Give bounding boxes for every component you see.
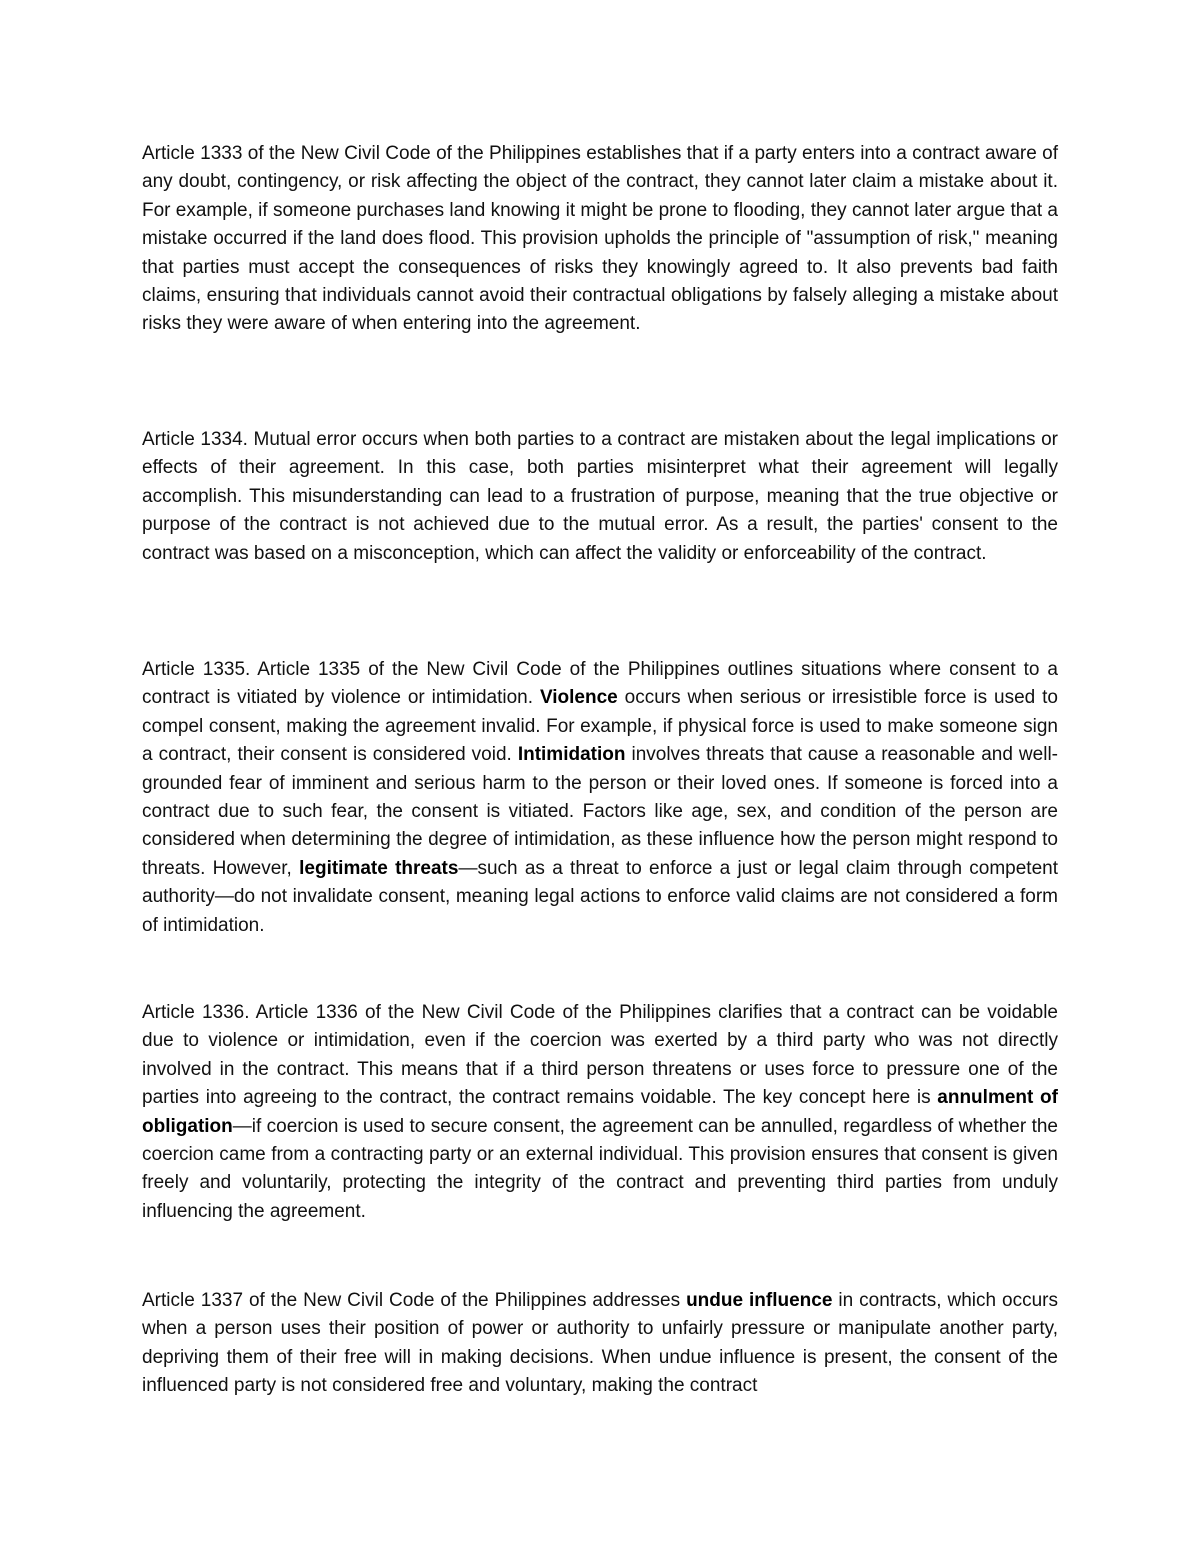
text-segment: Article 1336. Article 1336 of the New Civil Code of the Philippines clarifies that a contract can be voidable due to violence or intimidation, even if the coercion was exerted by a third party who was not directly involved in the contract. This means that if a third person threatens or uses force to pressure one of the parties into agreeing to the contract, the contract remains voidable. The key concept here is bbox=[142, 1002, 1058, 1109]
bold-term-violence: Violence bbox=[539, 687, 618, 709]
bold-term-intimidation: Intimidation bbox=[517, 744, 626, 766]
bold-term-legitimate-threats: legitimate threats bbox=[299, 857, 459, 879]
article-1333-paragraph bbox=[142, 140, 1058, 339]
text-segment: in contracts, which occurs when a person uses their position of power or authority to unfairly pressure or manipulate another party, depriving them of their free will in making decisions. When undue influence is present, the consent of the influenced party is not considered free and voluntary, making the contract bbox=[142, 1290, 1058, 1397]
text-segment: occurs when serious or irresistible force is used to compel consent, making the agreement invalid. For example, if physical force is used to make someone sign a contract, their consent is considered void. bbox=[142, 687, 1058, 766]
text-segment: —if coercion is used to secure consent, the agreement can be annulled, regardless of whether the coercion came from a contracting party or an external individual. This provision ensures that consent is given freely and voluntarily, protecting the integrity of the contract and preventing third parties from unduly influencing the agreement. bbox=[142, 1115, 1058, 1222]
text-segment: Article 1337 of the New Civil Code of the Philippines addresses bbox=[142, 1290, 687, 1311]
text-segment: involves threats that cause a reasonable and well-grounded fear of imminent and serious harm to the person or their loved ones. If someone is forced into a contract due to such fear, the consent is vitiated. Factors like age, sex, and condition of the person are considered when determining the degree of intimidation, as these influence how the person might respond to threats. However, bbox=[142, 744, 1058, 879]
text-segment: —such as a threat to enforce a just or legal claim through competent authority—do not invalidate consent, meaning legal actions to enforce valid claims are not considered a form of intimidation. bbox=[142, 857, 1059, 936]
bold-term-undue-influence: undue influence bbox=[686, 1290, 833, 1311]
text-segment: Article 1334. Mutual error occurs when both parties to a contract are mistaken about the legal implications or effects of their agreement. In this case, both parties misinterpret what their agreement will legally accomplish. This misunderstanding can lead to a frustration of purpose, meaning that the true objective or purpose of the contract is not achieved due to the mutual error. As a result, the parties' consent to the contract was based on a misconception, which can affect the validity or enforceability of the contract. bbox=[142, 429, 1058, 564]
article-1334-paragraph bbox=[142, 426, 1058, 568]
article-1336-paragraph bbox=[142, 999, 1058, 1226]
article-1337-paragraph bbox=[142, 1287, 1058, 1401]
text-segment: Article 1335. Article 1335 of the New Civil Code of the Philippines outlines situations where consent to a contract is vitiated by violence or intimidation. bbox=[142, 659, 1058, 709]
bold-term-annulment-of-obligation: annulment of obligation bbox=[142, 1087, 1058, 1137]
article-1335-paragraph bbox=[142, 656, 1058, 940]
text-segment: Article 1333 of the New Civil Code of the Philippines establishes that if a party enters into a contract aware of any doubt, contingency, or risk affecting the object of the contract, they cannot later claim a mistake about it. For example, if someone purchases land knowing it might be prone to flooding, they cannot later argue that a mistake occurred if the land does flood. This provision upholds the principle of "assumption of risk," meaning that parties must accept the consequences of risks they knowingly agreed to. It also prevents bad faith claims, ensuring that individuals cannot avoid their contractual obligations by falsely alleging a mistake about risks they were aware of when entering into the agreement. bbox=[142, 143, 1058, 335]
